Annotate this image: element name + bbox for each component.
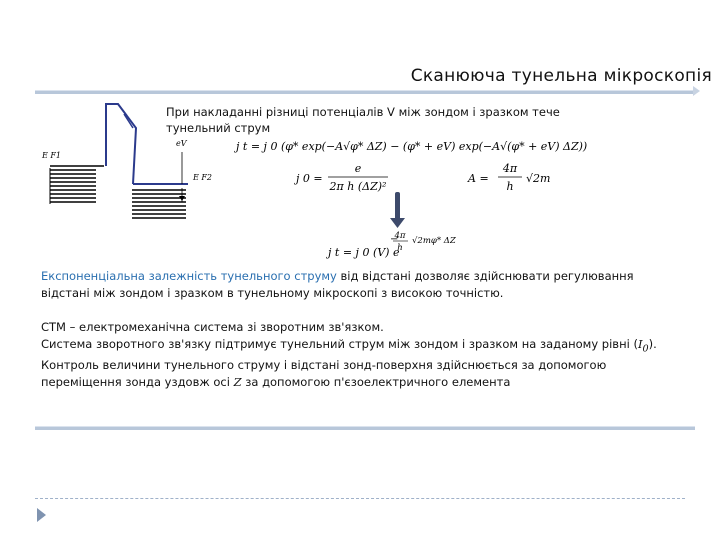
down-arrow-icon	[390, 192, 405, 228]
formula-a-tail: √2m	[526, 172, 551, 185]
paragraph-exponential	[41, 268, 681, 302]
right-electrode-band	[132, 184, 188, 218]
feedback-text-c: за допомогою п'єзоелектричного елемента	[241, 375, 511, 390]
formula-j0-num: e	[354, 162, 362, 175]
formula-a-num: 4π	[502, 162, 518, 175]
formula-exp-num: 4π	[394, 231, 406, 241]
feedback-text-a: Система зворотного зв'язку підтримує тунельний струм між зондом і зразком на заданому рівні (	[41, 337, 638, 351]
bottom-dashed-rule	[35, 498, 685, 499]
body-text	[41, 268, 681, 391]
formula-exponential: j t = j 0 (V) e	[328, 246, 400, 259]
formula-j0-lhs: j 0 =	[296, 172, 323, 185]
feedback-text-b: ). Контроль величини тунельного струму і відстані зонд-поверхня здійснюється за допомогою переміщення зонда уздовж осі	[41, 337, 657, 390]
formula-a-den: h	[506, 180, 514, 193]
left-electrode-band	[50, 166, 104, 204]
tunnel-current-formulas	[228, 128, 598, 268]
svg-text:−: −	[390, 234, 399, 245]
paragraph-stm-definition: СТМ – електромеханічна система зі зворотним зв'язком.	[41, 320, 384, 334]
formula-current: j t = j 0 (φ* exp(−A√φ* ΔZ) − (φ* + eV) exp(−A√(φ* + eV) ΔZ))	[236, 140, 588, 153]
ef2-label: E F2	[193, 173, 213, 182]
formula-exp-tail: √2mφ* ΔZ	[412, 236, 456, 246]
ev-label: eV	[176, 139, 187, 148]
formula-exp-den: h	[397, 243, 403, 253]
i0-symbol: I	[637, 337, 643, 351]
paragraph-exponential-rest: від відстані дозволяє здійснювати регулювання відстані між зондом і зразком в тунельному мікроскопі з високою точністю.	[41, 269, 634, 300]
tunnel-barrier	[106, 104, 136, 184]
middle-rule	[35, 426, 695, 430]
intro-text: При накладанні різниці потенціалів V між зондом і зразком тече тунельний струм	[166, 105, 560, 135]
slide-title: Сканююча тунельна мікроскопія	[410, 66, 712, 86]
highlight-phrase: Експоненціальна залежність тунельного струму	[41, 269, 337, 283]
ef1-label: E F1	[42, 151, 62, 160]
paragraph-feedback	[41, 336, 681, 391]
i0-subscript: 0	[642, 343, 649, 355]
z-axis-symbol: Z	[233, 375, 242, 390]
formula-a-lhs: A =	[468, 172, 489, 185]
corner-arrow-icon	[693, 86, 700, 96]
next-slide-triangle-icon[interactable]	[37, 508, 46, 522]
top-rule	[35, 90, 695, 94]
formula-j0-den: 2π h (ΔZ)²	[329, 180, 387, 193]
